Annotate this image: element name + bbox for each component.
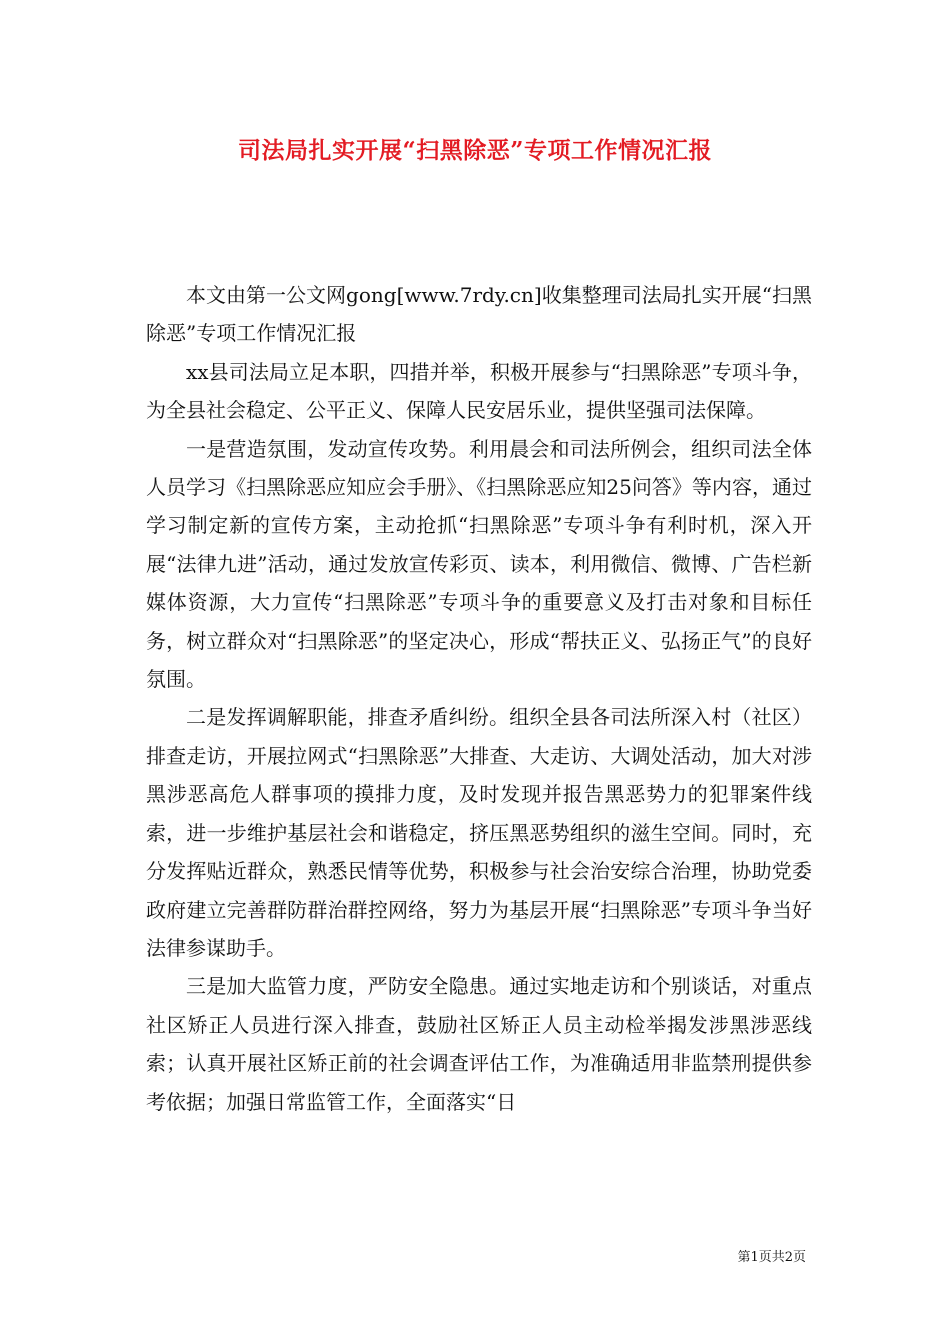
paragraph-summary: xx县司法局立足本职，四措并举，积极开展参与“扫黑除恶”专项斗争，为全县社会稳定、公平正义、保障人民安居乐业，提供坚强司法保障。 xyxy=(146,359,812,423)
document-title: 司法局扎实开展“扫黑除恶”专项工作情况汇报 xyxy=(238,137,712,164)
paragraph-point-three: 三是加大监管力度，严防安全隐患。通过实地走访和个别谈话，对重点社区矫正人员进行深入排查，鼓励社区矫正人员主动检举揭发涉黑涉恶线索；认真开展社区矫正前的社会调查评估工作，为准确适用非监禁刑提供参考依据；加强日常监管工作，全面落实“日 xyxy=(146,974,812,1114)
paragraph-point-one: 一是营造氛围，发动宣传攻势。利用晨会和司法所例会，组织司法全体人员学习《扫黑除恶应知应会手册》、《扫黑除恶应知25问答》等内容，通过学习制定新的宣传方案，主动抢抓“扫黑除恶”专项斗争有利时机，深入开展“法律九进”活动，通过发放宣传彩页、读本，利用微信、微博、广告栏新媒体资源，大力宣传“扫黑除恶”专项斗争的重要意义及打击对象和目标任务，树立群众对“扫黑除恶”的坚定决心，形成“帮扶正义、弘扬正气”的良好氛围。 xyxy=(146,436,812,692)
document-body xyxy=(146,276,812,1121)
page-number: 第1页共2页 xyxy=(737,1250,806,1265)
paragraph-point-two: 二是发挥调解职能，排查矛盾纠纷。组织全县各司法所深入村（社区）排查走访，开展拉网式“扫黑除恶”大排查、大走访、大调处活动，加大对涉黑涉恶高危人群事项的摸排力度，及时发现并报告黑恶势力的犯罪案件线索，进一步维护基层社会和谐稳定，挤压黑恶势组织的滋生空间。同时，充分发挥贴近群众，熟悉民情等优势，积极参与社会治安综合治理，协助党委政府建立完善群防群治群控网络，努力为基层开展“扫黑除恶”专项斗争当好法律参谋助手。 xyxy=(146,705,812,960)
paragraph-intro: 本文由第一公文网gong[www.7rdy.cn]收集整理司法局扎实开展“扫黑除恶”专项工作情况汇报 xyxy=(146,283,812,346)
